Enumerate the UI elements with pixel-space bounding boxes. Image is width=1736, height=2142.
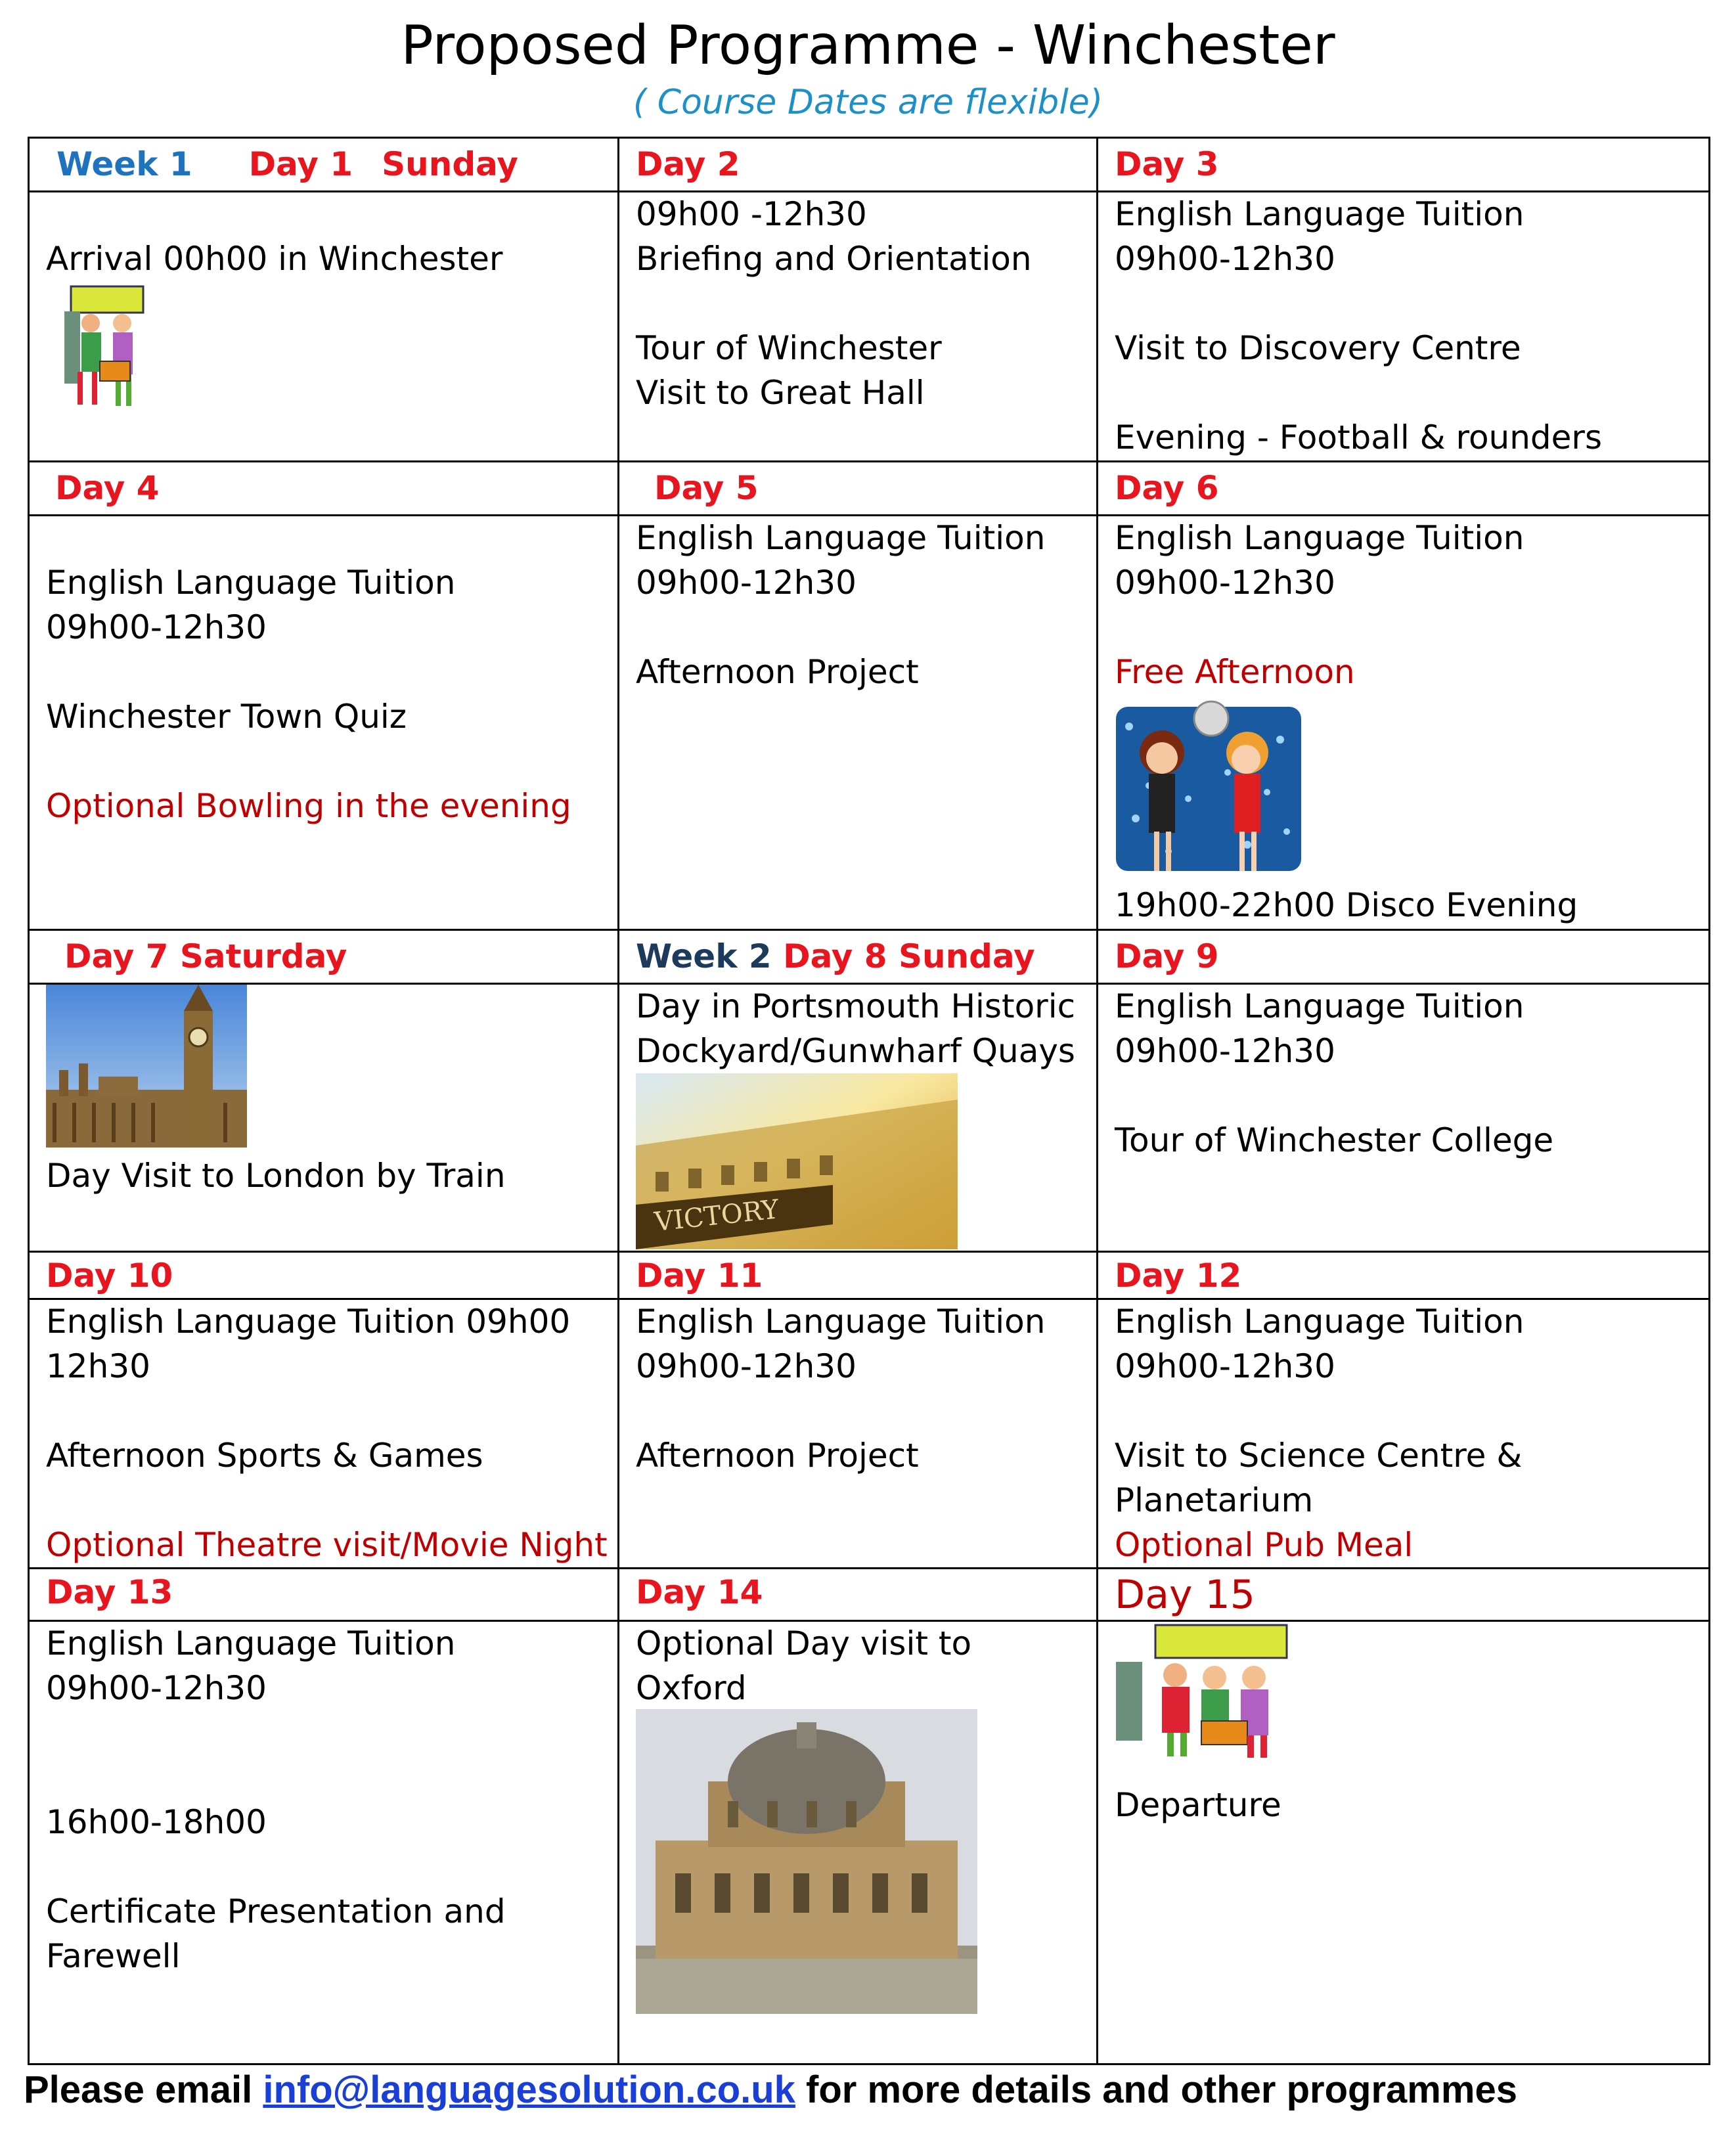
activity-line: Evening - Football & rounders [1115,418,1603,457]
activity-line: Visit to Discovery Centre [1115,329,1521,367]
portsmouth-dockyard-photo [636,1073,958,1249]
week-label: Week 2 [636,937,772,975]
day-label: Day 8 Sunday [783,937,1035,975]
optional-activity: Optional Pub Meal [1115,1526,1413,1564]
day-header: Day 12 [1115,1257,1242,1295]
activity-line: Day Visit to London by Train [46,1157,506,1195]
activity-line: Day in Portsmouth Historic [636,987,1076,1025]
day-header: Day 9 [1115,937,1219,975]
table-border-bottom [28,2063,1710,2065]
day-cell [1096,1783,1710,1827]
activity-line: English Language Tuition 09h00 [46,1303,571,1341]
weekday-label: Sunday [382,145,518,183]
day-header: Day 14 [636,1573,763,1611]
victory-sign-text: VICTORY [653,1194,781,1238]
day-header: Day 5 [654,469,759,507]
page-title: Proposed Programme - Winchester [401,14,1335,77]
day-header: Day 6 [1115,469,1219,507]
activity-line: Tour of Winchester [636,329,942,367]
week-label: Week 1 [56,145,192,183]
day-header [617,930,1096,983]
activity-line: Afternoon Sports & Games [46,1437,483,1475]
day-cell [28,1153,617,1198]
activity-line: Optional Day visit to [636,1624,972,1662]
day-header: Day 2 [636,145,740,183]
programme-table [28,137,1710,2065]
day-header: Day 3 [1115,145,1219,183]
activity-line: 09h00-12h30 [1115,564,1335,602]
activity-line: 09h00-12h30 [1115,1347,1335,1385]
day-cell [617,1299,1096,1478]
day-header: Day 10 [46,1257,173,1295]
day-cell [28,236,617,281]
activity-line: English Language Tuition [636,519,1046,557]
activity-line: Dockyard/Gunwharf Quays [636,1032,1075,1070]
activity-line: Tour of Winchester College [1115,1121,1554,1159]
activity-line: English Language Tuition [46,1624,456,1662]
day-cell-evening [1096,883,1710,927]
day-header: Day 7 Saturday [64,937,347,975]
optional-activity: Optional Bowling in the evening [46,787,571,825]
day-header [28,138,617,190]
activity-line: English Language Tuition [1115,195,1525,233]
day-cell [28,1621,617,1978]
activity-line: Afternoon Project [636,653,919,691]
activity-line: 09h00-12h30 [46,1669,267,1707]
activity-line: English Language Tuition [1115,519,1525,557]
activity-line: 16h00-18h00 [46,1803,267,1841]
day-header: Day 11 [636,1257,763,1295]
activity-line: 09h00-12h30 [636,1347,857,1385]
activity-line: 09h00-12h30 [1115,240,1335,278]
free-afternoon-label: Free Afternoon [1115,653,1355,691]
day-cell [617,1621,1096,1710]
activity-line: 09h00 -12h30 [636,195,867,233]
activity-line: 09h00-12h30 [46,608,267,646]
activity-line: English Language Tuition [46,564,456,602]
day-cell [617,984,1096,1073]
day-label: Day 1 [248,145,353,183]
email-link[interactable]: info@languagesolution.co.uk [263,2068,795,2111]
footer-suffix: for more details and other programmes [795,2068,1517,2111]
oxford-radcliffe-camera-photo [636,1709,977,2014]
day-cell [1096,192,1710,460]
activity-line: 09h00-12h30 [636,564,857,602]
activity-line: Oxford [636,1669,747,1707]
column-divider [617,137,619,2065]
activity-line: Afternoon Project [636,1437,919,1475]
activity-line: English Language Tuition [636,1303,1046,1341]
arrival-travellers-illustration [51,282,150,414]
activity-line: Winchester Town Quiz [46,698,407,736]
page-subtitle: ( Course Dates are flexible) [633,83,1103,122]
activity-line: 12h30 [46,1347,150,1385]
activity-line: Visit to Great Hall [636,374,925,412]
departure-travellers-illustration [1116,1622,1304,1759]
activity-line: Departure [1115,1786,1281,1824]
day-cell [1096,516,1710,694]
disco-dancers-illustration [1116,700,1301,885]
day-cell [28,1299,617,1567]
activity-line: English Language Tuition [1115,1303,1525,1341]
activity-line: Planetarium [1115,1481,1314,1519]
day-header: Day 15 [1115,1572,1255,1618]
day-cell [1096,1299,1710,1567]
activity-line: English Language Tuition [1115,987,1525,1025]
activity-line: Arrival 00h00 in Winchester [46,240,503,278]
activity-line: Briefing and Orientation [636,240,1032,278]
activity-line: Visit to Science Centre & [1115,1437,1523,1475]
activity-line: 09h00-12h30 [1115,1032,1335,1070]
activity-line: Farewell [46,1937,181,1975]
london-big-ben-photo [46,985,247,1148]
day-header: Day 4 [55,469,160,507]
day-cell [1096,984,1710,1163]
day-cell [617,516,1096,694]
day-cell [28,560,617,828]
footer-prefix: Please email [24,2068,263,2111]
footer-contact [24,2068,1517,2112]
day-cell [617,192,1096,415]
optional-activity: Optional Theatre visit/Movie Night [46,1526,608,1564]
activity-line: Certificate Presentation and [46,1892,506,1930]
day-header: Day 13 [46,1573,173,1611]
activity-line: 19h00-22h00 Disco Evening [1115,886,1578,924]
